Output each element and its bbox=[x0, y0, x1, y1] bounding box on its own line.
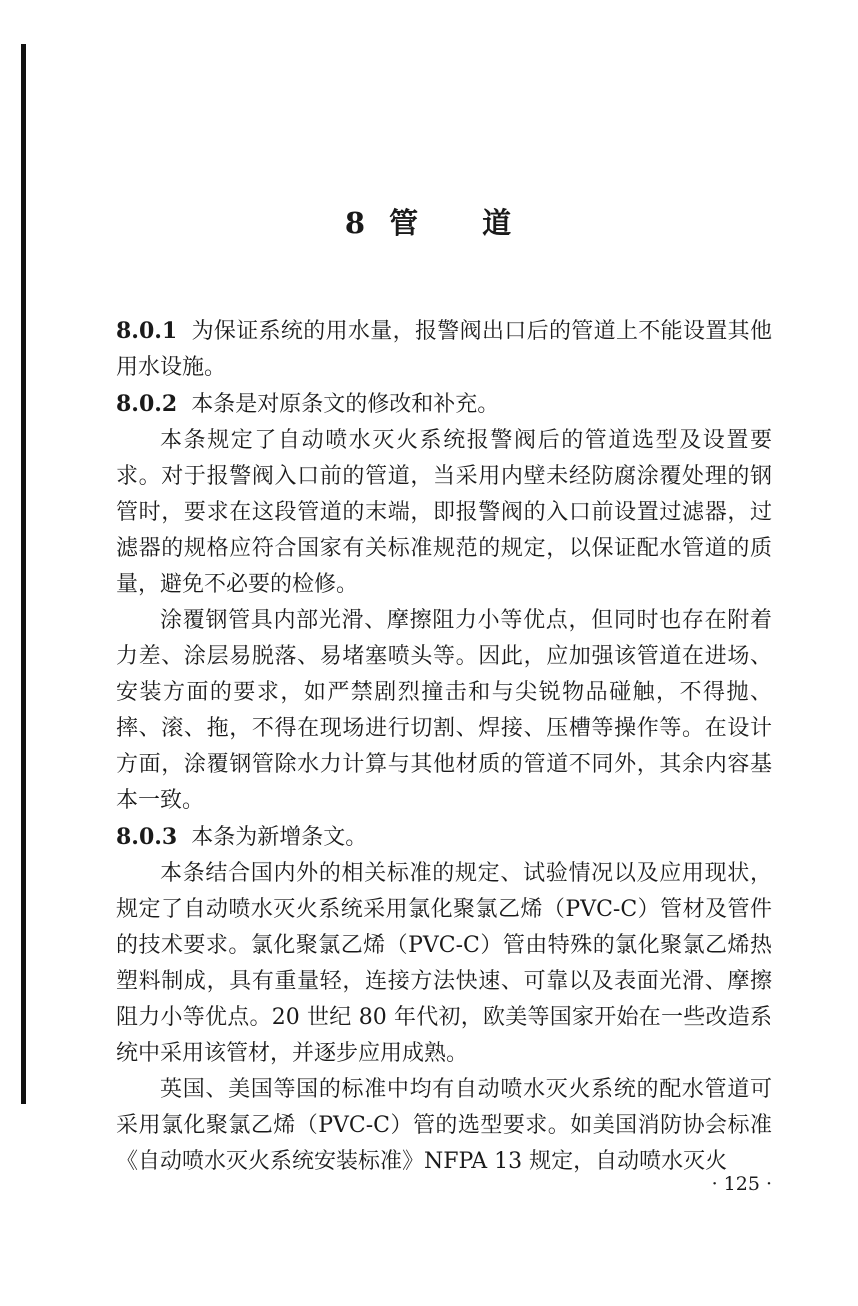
clause-text: 本条为新增条文。 bbox=[191, 825, 368, 850]
clause-8-0-2 bbox=[116, 386, 772, 423]
clause-number: 8.0.2 bbox=[116, 391, 178, 417]
chapter-title-char-2: 道 bbox=[482, 206, 514, 240]
page-number: · 125 · bbox=[711, 1173, 772, 1195]
chapter-title-char-1: 管 bbox=[389, 206, 421, 240]
clause-8-0-1 bbox=[116, 313, 772, 386]
clause-8-0-3 bbox=[116, 819, 772, 856]
chapter-title bbox=[0, 206, 858, 241]
chapter-number: 8 bbox=[344, 206, 368, 240]
paragraph: 本条结合国内外的相关标准的规定、试验情况以及应用现状，规定了自动喷水灭火系统采用氯化聚氯乙烯（PVC-C）管材及管件的技术要求。氯化聚氯乙烯（PVC-C）管由特殊的氯化聚氯乙烯热塑料制成，具有重量轻，连接方法快速、可靠以及表面光滑、摩擦阻力小等优点。20 世纪 80 年代初，欧美等国家开始在一些改造系统中采用该管材，并逐步应用成熟。 bbox=[116, 861, 772, 1066]
clause-text: 为保证系统的用水量，报警阀出口后的管道上不能设置其他用水设施。 bbox=[116, 319, 772, 380]
clause-number: 8.0.1 bbox=[116, 318, 178, 344]
paragraph: 英国、美国等国的标准中均有自动喷水灭火系统的配水管道可采用氯化聚氯乙烯（PVC-C）管的选型要求。如美国消防协会标准《自动喷水灭火系统安装标准》NFPA 13 规定，自动喷水灭火 bbox=[116, 1077, 772, 1174]
clause-number: 8.0.3 bbox=[116, 824, 178, 850]
body-text bbox=[116, 313, 772, 1180]
binding-edge-bar bbox=[21, 44, 26, 1104]
paragraph: 本条规定了自动喷水灭火系统报警阀后的管道选型及设置要求。对于报警阀入口前的管道，当采用内壁未经防腐涂覆处理的钢管时，要求在这段管道的末端，即报警阀的入口前设置过滤器，过滤器的规格应符合国家有关标准规范的规定，以保证配水管道的质量，避免不必要的检修。 bbox=[116, 428, 772, 597]
paragraph: 涂覆钢管具内部光滑、摩擦阻力小等优点，但同时也存在附着力差、涂层易脱落、易堵塞喷头等。因此，应加强该管道在进场、安装方面的要求，如严禁剧烈撞击和与尖锐物品碰触，不得抛、摔、滚、拖，不得在现场进行切割、焊接、压槽等操作等。在设计方面，涂覆钢管除水力计算与其他材质的管道不同外，其余内容基本一致。 bbox=[116, 608, 772, 813]
clause-text: 本条是对原条文的修改和补充。 bbox=[191, 392, 500, 417]
